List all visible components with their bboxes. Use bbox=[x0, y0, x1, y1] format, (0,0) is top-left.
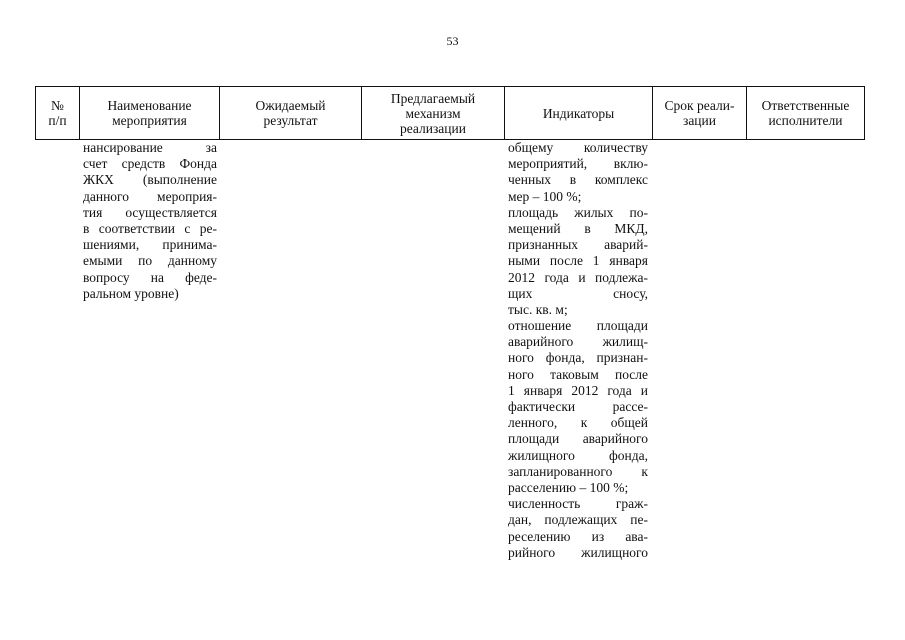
text-line: площадь жилых по- bbox=[508, 204, 648, 220]
text-line: мер – 100 %; bbox=[508, 188, 582, 204]
text-line: фактически рассе- bbox=[508, 399, 648, 414]
text-line: отношение площади bbox=[508, 318, 648, 334]
text-line: ного таковым после bbox=[508, 366, 648, 382]
text-line: данного мероприя- bbox=[83, 188, 217, 204]
text-line: вопросу на феде- bbox=[83, 269, 217, 285]
text-line: ленного, к общей bbox=[508, 415, 648, 431]
text-line: ченных в комплекс bbox=[508, 172, 648, 188]
header-cell-mechanism: Предлагаемый механизм реализации bbox=[361, 87, 504, 139]
header-cell-executors: Ответственные исполнители bbox=[746, 87, 864, 139]
text-line: рийного жилищного bbox=[508, 544, 648, 560]
text-line: тия осуществляется bbox=[83, 204, 217, 220]
text-line: признанных аварий- bbox=[508, 237, 648, 253]
measure-name-cell bbox=[83, 140, 217, 302]
text-line: площади аварийного bbox=[508, 431, 648, 447]
header-cell-term: Срок реали- зации bbox=[652, 87, 746, 139]
indicators-cell bbox=[508, 140, 648, 561]
text-line: численность граж- bbox=[508, 496, 648, 512]
page-number: 53 bbox=[446, 34, 459, 48]
text-line: в соответствии с ре- bbox=[83, 220, 217, 236]
header-cell-number: № п/п bbox=[48, 98, 67, 128]
text-line: мещений в МКД, bbox=[508, 220, 648, 236]
text-line: 1 января 2012 года и bbox=[508, 382, 648, 398]
text-line: ного фонда, признан- bbox=[508, 350, 648, 366]
header-cell-expected-result: Ожидаемый результат bbox=[219, 87, 361, 139]
text-line: дан, подлежащих пе- bbox=[508, 512, 648, 528]
text-line: жилищного фонда, bbox=[508, 447, 648, 463]
text-line: нансирование за bbox=[83, 140, 217, 155]
text-line: 2012 года и подлежа- bbox=[508, 269, 648, 285]
table-header-row bbox=[35, 86, 865, 140]
text-line: емыми по данному bbox=[83, 253, 217, 269]
text-line: аварийного жилищ- bbox=[508, 334, 648, 350]
header-cell-indicators: Индикаторы bbox=[504, 87, 652, 139]
text-line: счет средств Фонда bbox=[83, 156, 217, 172]
text-line: общему количеству bbox=[508, 140, 648, 155]
text-line: расселению – 100 %; bbox=[508, 479, 629, 495]
text-line: ными после 1 января bbox=[508, 253, 648, 269]
text-line: ЖКХ (выполнение bbox=[83, 172, 217, 188]
header-cell-name: Наименование мероприятия bbox=[79, 87, 219, 139]
text-line: реселению из ава- bbox=[508, 528, 648, 544]
text-line: мероприятий, вклю- bbox=[508, 156, 648, 172]
text-line: тыс. кв. м; bbox=[508, 301, 568, 317]
text-line: запланированного к bbox=[508, 463, 648, 479]
text-line: ральном уровне) bbox=[83, 285, 179, 301]
text-line: шениями, принима- bbox=[83, 237, 217, 253]
text-line: щих сносу, bbox=[508, 285, 648, 301]
